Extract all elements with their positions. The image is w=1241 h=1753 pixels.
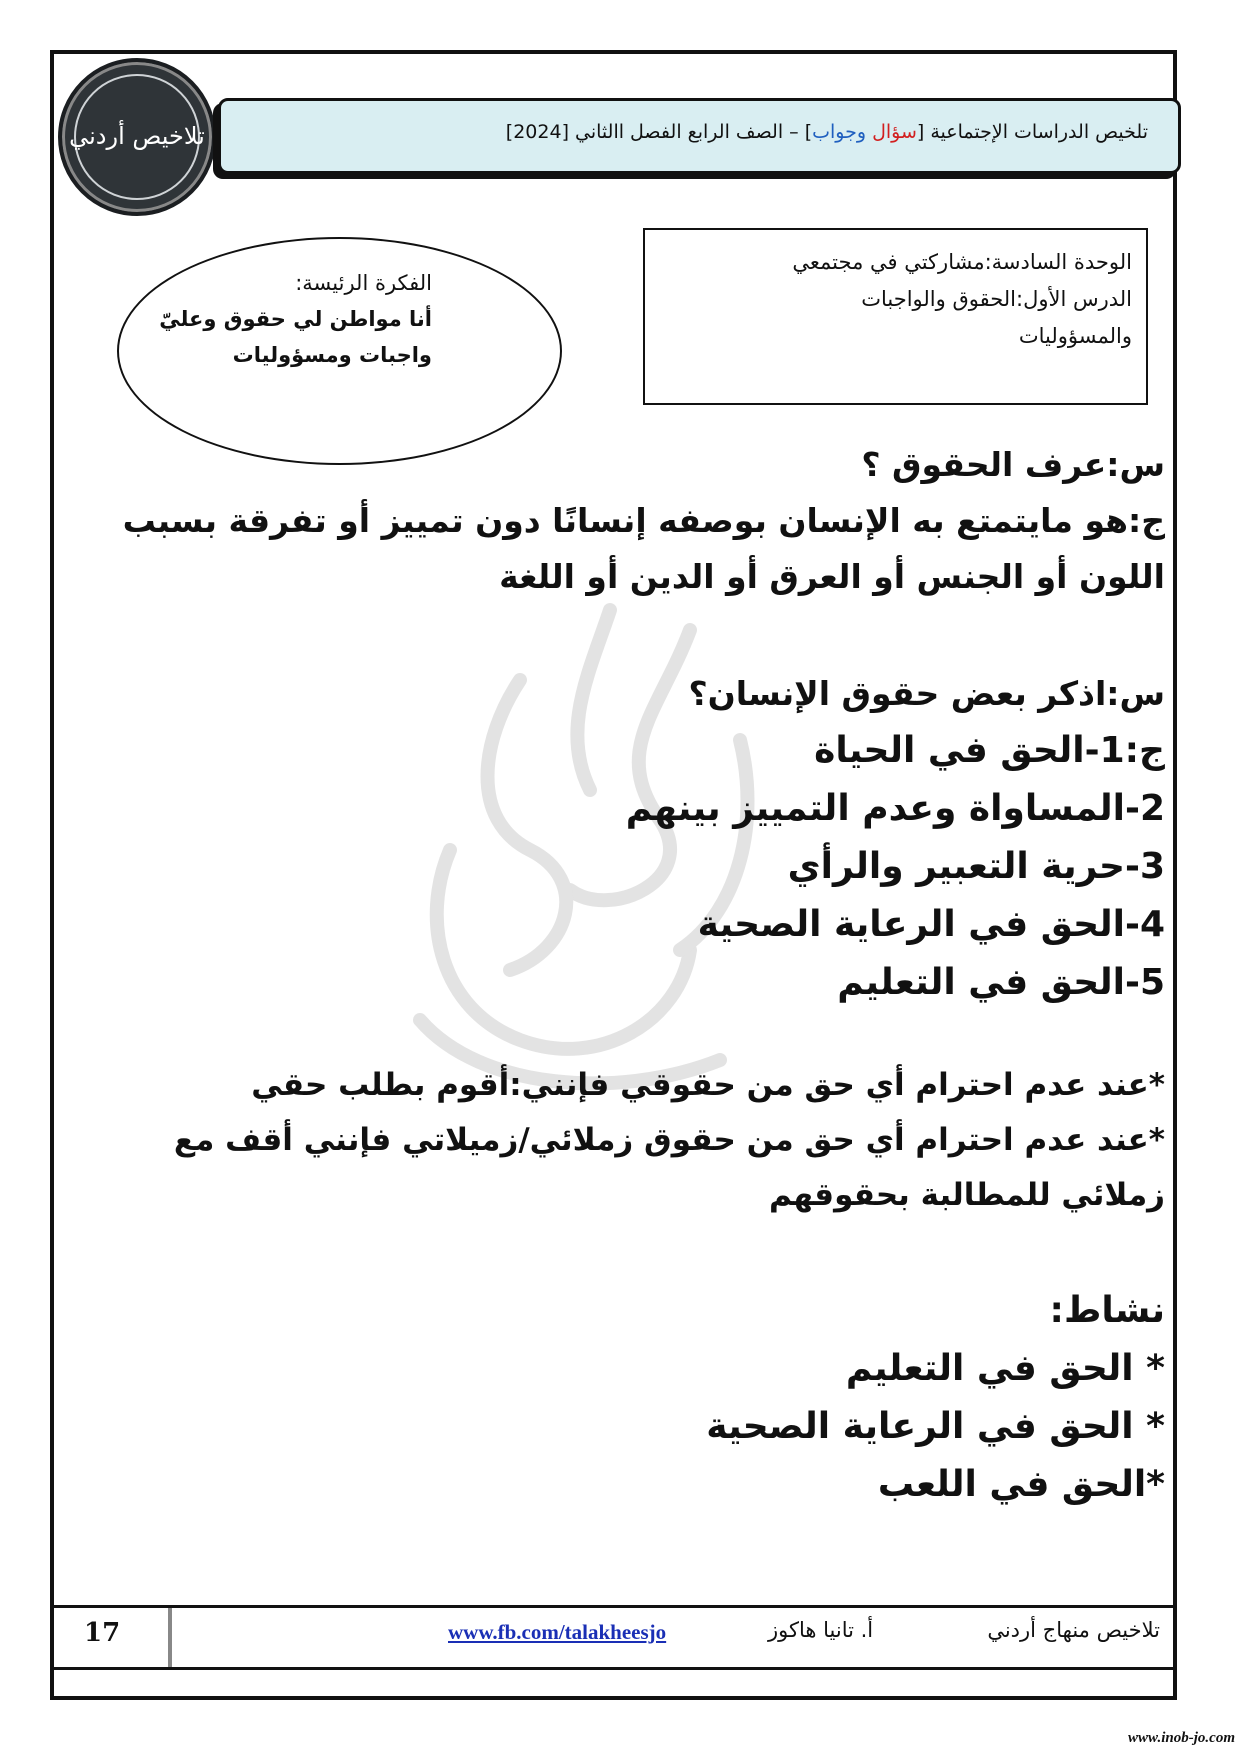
footer-brand: تلاخيص منهاج أردني <box>987 1618 1160 1642</box>
main-idea-line2: واجبات ومسؤوليات <box>232 343 432 367</box>
header-title: تلخيص الدراسات الإجتماعية [سؤال وجواب] – الصف الرابع الفصل االثاني [2024] <box>505 121 1148 143</box>
activity-block <box>90 1282 1165 1514</box>
unit-info-box <box>643 228 1148 405</box>
answer-2-item: 3-حرية التعبير والرأي <box>787 846 1165 887</box>
question-1-text: س:عرف الحقوق ؟ <box>861 445 1165 484</box>
teacher-name: أ. تانيا هاكوز <box>768 1618 874 1642</box>
logo-text: تلاخيص أردني <box>69 122 205 150</box>
question-2 <box>90 666 1165 1012</box>
activity-item: * الحق في التعليم <box>845 1348 1165 1389</box>
page-number: 17 <box>84 1618 121 1648</box>
answer-1-line2: اللون أو الجنس أو العرق أو الدين أو اللغة <box>499 557 1165 596</box>
activity-title: نشاط: <box>1049 1290 1165 1331</box>
answer-1-line1: ج:هو مايتمتع به الإنسان بوصفه إنسانًا دون تمييز أو تفرقة بسبب <box>122 501 1165 540</box>
activity-item: *الحق في اللعب <box>877 1464 1165 1505</box>
note-line1: *عند عدم احترام أي حق من حقوقي فإنني:أقوم بطلب حقي <box>251 1067 1165 1103</box>
main-idea-title: الفكرة الرئيسة: <box>295 271 432 295</box>
lesson-title-cont: والمسؤوليات <box>1018 324 1132 348</box>
note-line2: *عند عدم احترام أي حق من حقوق زملائي/زميلاتي فإنني أقف مع <box>173 1122 1165 1158</box>
activity-item: * الحق في الرعاية الصحية <box>706 1406 1165 1447</box>
question-2-text: س:اذكر بعض حقوق الإنسان؟ <box>688 674 1165 713</box>
answer-2-item: 4-الحق في الرعاية الصحية <box>697 904 1165 945</box>
lesson-title: الدرس الأول:الحقوق والواجبات <box>861 287 1132 311</box>
header-banner <box>218 98 1181 174</box>
notes-block <box>90 1058 1165 1223</box>
answer-2-item: 2-المساواة وعدم التمييز بينهم <box>625 788 1165 829</box>
answer-2-item: ج:1-الحق في الحياة <box>814 730 1165 771</box>
main-idea-ellipse <box>117 237 562 465</box>
footer-separator <box>168 1608 172 1667</box>
footer-top-rule <box>54 1605 1173 1608</box>
note-line3: زملائي للمطالبة بحقوقهم <box>769 1177 1165 1213</box>
unit-title: الوحدة السادسة:مشاركتي في مجتمعي <box>792 250 1132 274</box>
question-1 <box>90 437 1165 605</box>
main-idea-line1: أنا مواطن لي حقوق وعليّ <box>159 307 432 331</box>
answer-2-item: 5-الحق في التعليم <box>837 962 1165 1003</box>
site-url: www.inob-jo.com <box>1128 1730 1235 1746</box>
header-question-word: سؤال <box>872 121 917 143</box>
logo-badge <box>58 58 216 216</box>
header-answer-word: وجواب <box>812 121 873 143</box>
facebook-link[interactable]: www.fb.com/talakheesjo <box>448 1620 667 1644</box>
logo-calligraphy-icon <box>62 62 212 212</box>
footer-bottom-rule <box>54 1667 1173 1670</box>
